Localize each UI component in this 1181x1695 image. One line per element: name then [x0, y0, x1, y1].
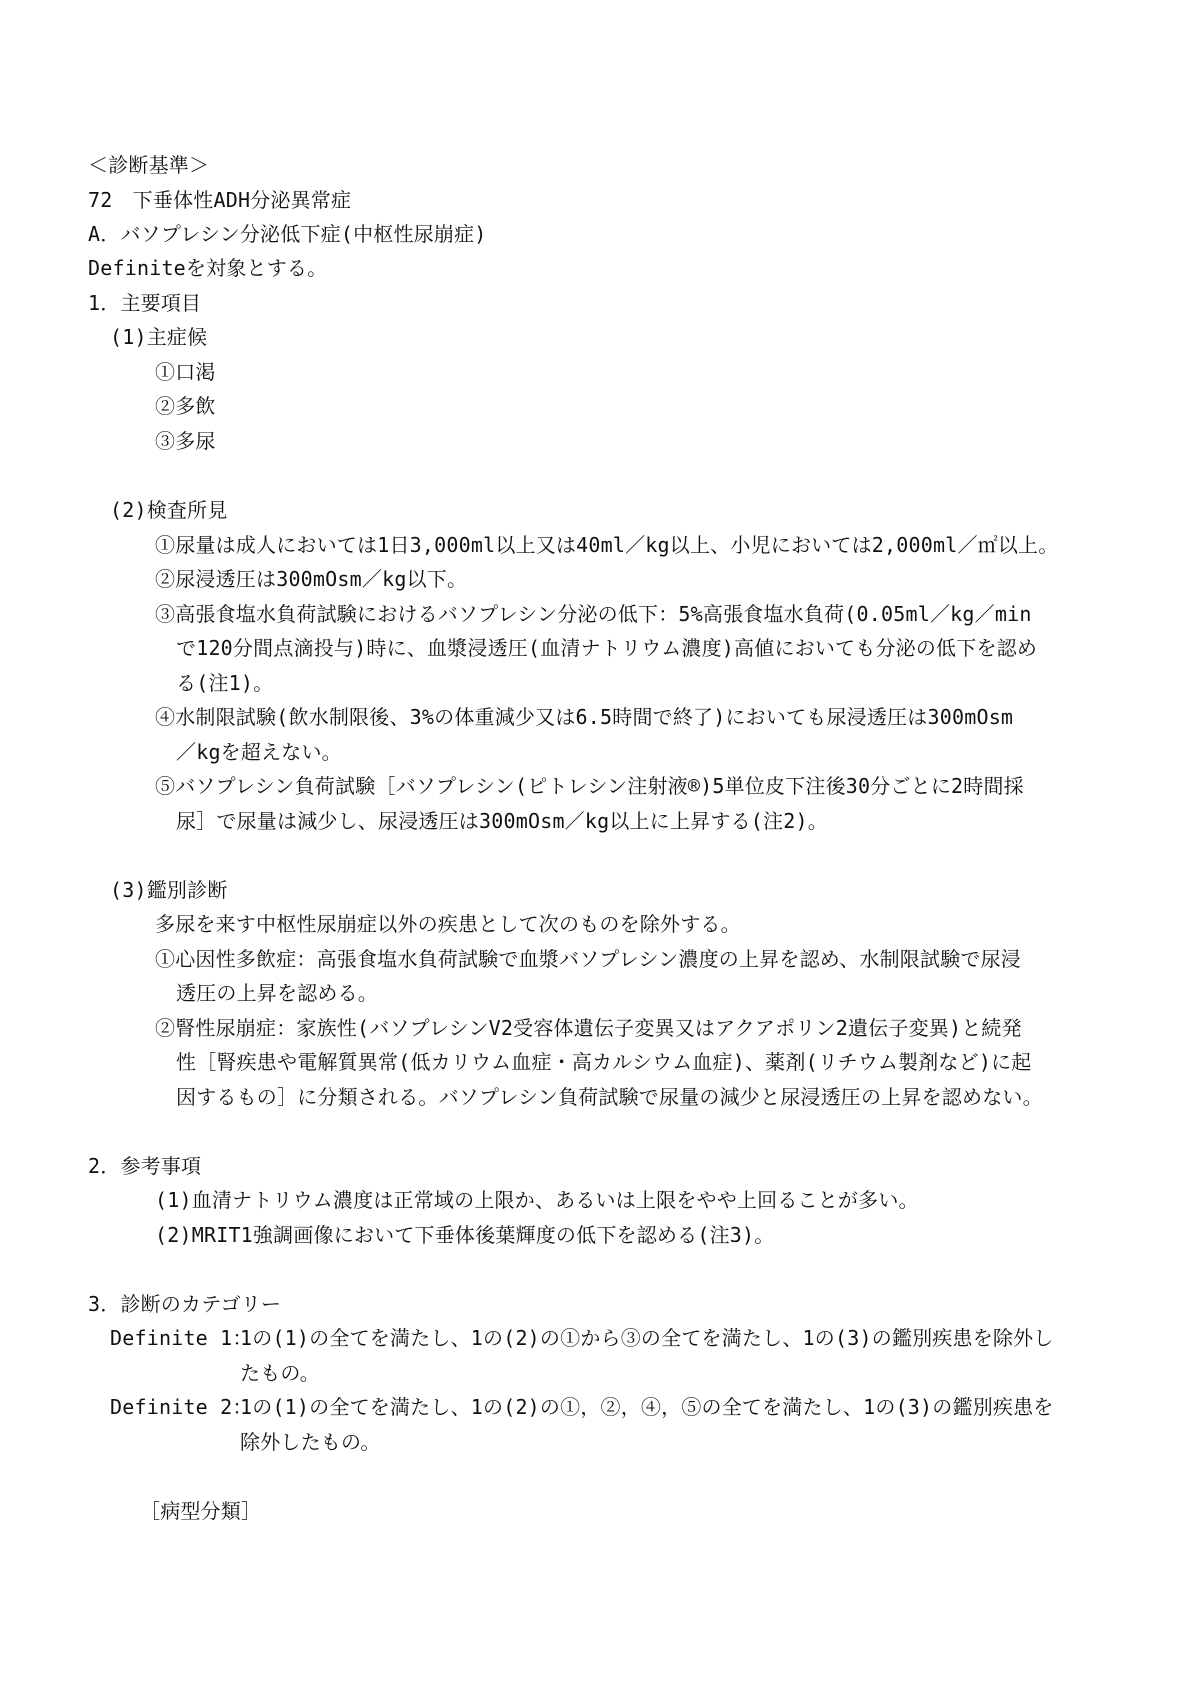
finding-line: ③高張食塩水負荷試験におけるバソプレシン分泌の低下：5%高張食塩水負荷(0.05ml／kg／min — [155, 602, 1032, 626]
symptom-item: ②多飲 — [155, 394, 216, 418]
finding-line: る(注1)。 — [176, 671, 274, 695]
scope-text: Definiteを対象とする。 — [88, 256, 328, 280]
major-items-title: 1．主要項目 — [88, 291, 202, 315]
differential-line: 因するもの］に分類される。バソプレシン負荷試験で尿量の減少と尿浸透圧の上昇を認めない。 — [176, 1085, 1043, 1109]
findings-title: (2)検査所見 — [110, 498, 228, 522]
definite1-line: たもの。 — [240, 1361, 320, 1385]
symptom-item: ③多尿 — [155, 429, 216, 453]
section-a-title: A．バソプレシン分泌低下症(中枢性尿崩症) — [88, 222, 487, 246]
finding-line: ⑤バソプレシン負荷試験［バソプレシン(ピトレシン注射液®)5単位皮下注後30分ごとに2時間採 — [155, 774, 1024, 798]
differential-line: 多尿を来す中枢性尿崩症以外の疾患として次のものを除外する。 — [155, 912, 741, 936]
disease-title: 72 下垂体性ADH分泌異常症 — [88, 188, 352, 212]
definite2-line: 1の(1)の全てを満たし、1の(2)の①，②，④，⑤の全てを満たし、1の(3)の鑑別疾患を — [240, 1395, 1054, 1419]
finding-line: で120分間点滴投与)時に、血漿浸透圧(血清ナトリウム濃度)高値においても分泌の低下を認め — [176, 636, 1038, 660]
finding-line: ／kgを超えない。 — [176, 740, 342, 764]
finding-line: ①尿量は成人においては1日3,000ml以上又は40ml／kg以上、小児においては2,000ml／㎡以上。 — [155, 533, 1059, 557]
reference-title: 2．参考事項 — [88, 1154, 202, 1178]
symptoms-title: (1)主症候 — [110, 325, 208, 349]
definite2-label: Definite 2： — [110, 1395, 253, 1419]
finding-line: ②尿浸透圧は300mOsm／kg以下。 — [155, 567, 468, 591]
reference-item: (2)MRIT1強調画像において下垂体後葉輝度の低下を認める(注3)。 — [155, 1223, 775, 1247]
differential-line: 透圧の上昇を認める。 — [176, 981, 378, 1005]
differential-line: 性［腎疾患や電解質異常(低カリウム血症・高カルシウム血症)、薬剤(リチウム製剤など)に起 — [176, 1050, 1032, 1074]
differential-line: ②腎性尿崩症：家族性(バソプレシンV2受容体遺伝子変異又はアクアポリン2遺伝子変異)と続発 — [155, 1016, 1022, 1040]
differential-line: ①心因性多飲症：高張食塩水負荷試験で血漿バソプレシン濃度の上昇を認め、水制限試験で尿浸 — [155, 947, 1021, 971]
heading: ＜診断基準＞ — [88, 153, 210, 177]
finding-line: 尿］で尿量は減少し、尿浸透圧は300mOsm／kg以上に上昇する(注2)。 — [176, 809, 828, 833]
finding-line: ④水制限試験(飲水制限後、3%の体重減少又は6.5時間で終了)においても尿浸透圧は300mOsm — [155, 705, 1014, 729]
category-title: 3．診断のカテゴリー — [88, 1292, 282, 1316]
definite1-label: Definite 1： — [110, 1326, 253, 1350]
classification-title: ［病型分類］ — [140, 1499, 262, 1523]
differential-title: (3)鑑別診断 — [110, 878, 228, 902]
definite2-line: 除外したもの。 — [240, 1430, 381, 1454]
definite1-line: 1の(1)の全てを満たし、1の(2)の①から③の全てを満たし、1の(3)の鑑別疾患を除外し — [240, 1326, 1054, 1350]
symptom-item: ①口渇 — [155, 360, 216, 384]
reference-item: (1)血清ナトリウム濃度は正常域の上限か、あるいは上限をやや上回ることが多い。 — [155, 1188, 919, 1212]
